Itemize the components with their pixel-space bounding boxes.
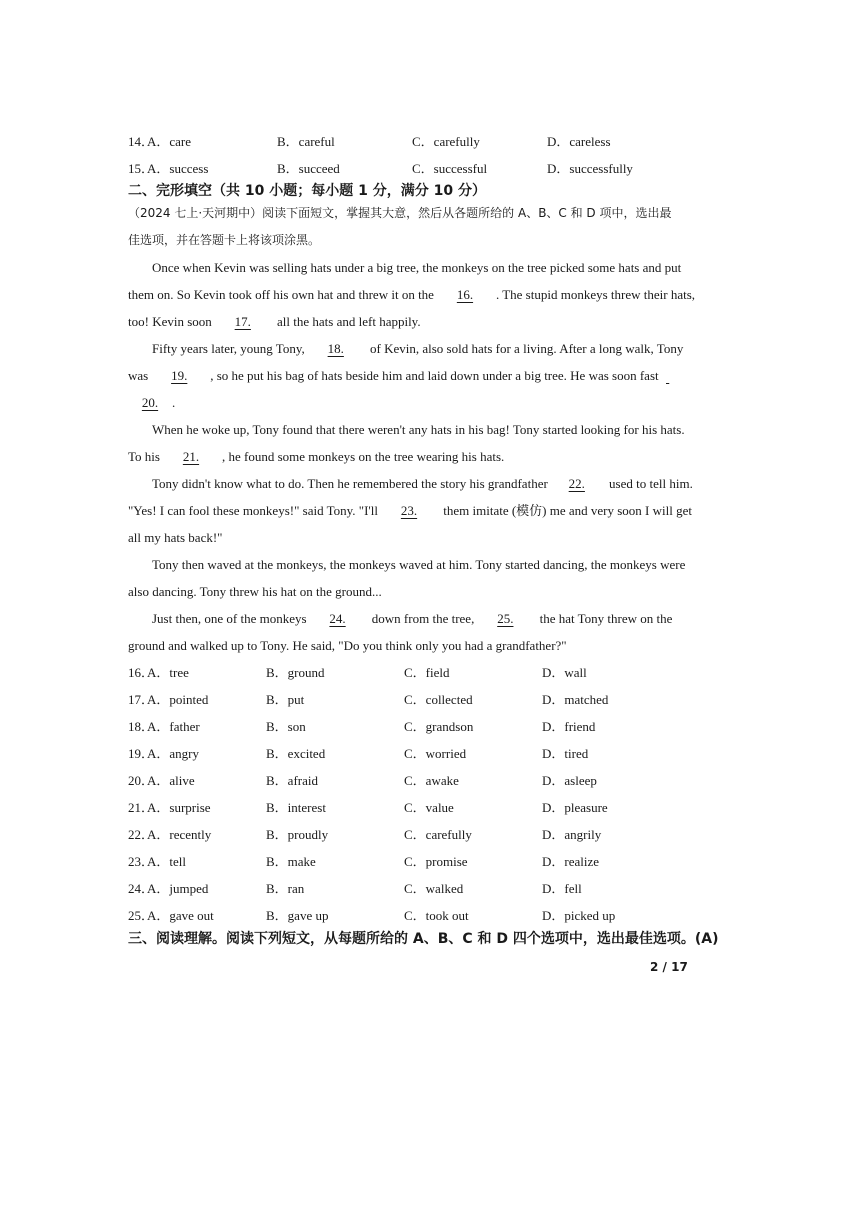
- passage-text: too! Kevin soon: [128, 314, 212, 329]
- blank-23: 23.: [400, 503, 418, 518]
- passage-text: "Yes! I can fool these monkeys!" said Tony. "I'll: [128, 503, 378, 518]
- question-number: 22．: [128, 827, 155, 842]
- passage-text: down from the tree,: [371, 611, 475, 626]
- question-number: 21．: [128, 800, 155, 815]
- option-a: A．recently: [147, 827, 212, 842]
- question-number: 15．: [128, 161, 155, 176]
- question-row: [128, 690, 708, 710]
- section-3-heading: 三、阅读理解。阅读下列短文，从每题所给的 A、B、C 和 D 四个选项中，选出最佳选项。(A): [128, 931, 719, 947]
- passage-line: [128, 474, 712, 494]
- passage-line: [128, 609, 712, 629]
- question-row: [128, 663, 708, 683]
- blank-16: 16.: [456, 287, 474, 302]
- option-b: B．succeed: [277, 161, 340, 176]
- passage-line: [128, 285, 696, 305]
- passage-text: .: [172, 395, 176, 410]
- question-row: [128, 744, 708, 764]
- blank-21: 21.: [182, 449, 200, 464]
- passage-line: ground and walked up to Tony. He said, "Do you think only you had a grandfather?": [128, 638, 567, 653]
- passage-text: all the hats and left happily.: [277, 314, 421, 329]
- option-b: B．ground: [266, 665, 325, 680]
- option-d: D．tired: [542, 746, 589, 761]
- option-c: C．carefully: [404, 827, 472, 842]
- question-row: [128, 717, 708, 737]
- passage-line: [128, 339, 712, 359]
- option-b: B．put: [266, 692, 305, 707]
- blank-19: 19.: [171, 368, 188, 383]
- section-2-heading: 二、完形填空（共 10 小题；每小题 1 分，满分 10 分）: [128, 183, 486, 199]
- passage-text: them on. So Kevin took off his own hat and threw it on the: [128, 287, 434, 302]
- passage-text: of Kevin, also sold hats for a living. After a long walk, Tony: [370, 341, 684, 356]
- blank-25: 25.: [497, 611, 514, 626]
- option-b: B．excited: [266, 746, 326, 761]
- option-b: B．interest: [266, 800, 326, 815]
- option-c: C．field: [404, 665, 450, 680]
- instructions-line-1: （2024 七上·天河期中）阅读下面短文，掌握其大意，然后从各题所给的 A、B、C 和 D 项中，选出最: [128, 206, 672, 220]
- option-b: B．afraid: [266, 773, 318, 788]
- question-number: 14．: [128, 134, 155, 149]
- question-row: [128, 879, 708, 899]
- blank-17: 17.: [234, 314, 251, 329]
- option-d: D．angrily: [542, 827, 602, 842]
- question-number: 19．: [128, 746, 155, 761]
- option-a: A．father: [147, 719, 200, 734]
- option-d: D．asleep: [542, 773, 597, 788]
- option-c: C．promise: [404, 854, 468, 869]
- passage-text: Fifty years later, young Tony,: [152, 341, 305, 356]
- passage-text: Just then, one of the monkeys: [152, 611, 307, 626]
- option-a: A．pointed: [147, 692, 209, 707]
- instructions-line-2: 佳选项，并在答题卡上将该项涂黑。: [128, 233, 321, 247]
- option-b: B．ran: [266, 881, 305, 896]
- option-d: D．friend: [542, 719, 596, 734]
- blank-20-start: [659, 366, 677, 386]
- question-row: [128, 825, 708, 845]
- passage-line: [128, 366, 688, 386]
- passage-text: the hat Tony threw on the: [539, 611, 673, 626]
- question-row-15: [128, 159, 708, 179]
- option-d: D．successfully: [547, 161, 633, 176]
- option-d: D．picked up: [542, 908, 616, 923]
- option-b: B．son: [266, 719, 306, 734]
- passage-text: Tony didn't know what to do. Then he remembered the story his grandfather: [152, 476, 548, 491]
- passage-text: used to tell him.: [609, 476, 693, 491]
- option-c: C．collected: [404, 692, 473, 707]
- question-row: [128, 798, 708, 818]
- passage-text: . The stupid monkeys threw their hats,: [495, 287, 696, 302]
- option-a: A．surprise: [147, 800, 211, 815]
- passage-line: Tony then waved at the monkeys, the monkeys waved at him. Tony started dancing, the monkeys were: [152, 557, 686, 572]
- option-a: A．tree: [147, 665, 189, 680]
- option-c: C．value: [404, 800, 454, 815]
- option-c: C．carefully: [412, 134, 480, 149]
- passage-text: , so he put his bag of hats beside him and laid down under a big tree. He was soon fast: [210, 368, 659, 383]
- page-number: 2 / 17: [650, 960, 688, 974]
- question-number: 16．: [128, 665, 155, 680]
- passage-line: [128, 447, 688, 467]
- option-d: D．fell: [542, 881, 582, 896]
- question-row: [128, 771, 708, 791]
- blank-22: 22.: [568, 476, 585, 491]
- option-c: C．took out: [404, 908, 469, 923]
- blank-18: 18.: [327, 341, 344, 356]
- passage-text: To his: [128, 449, 160, 464]
- question-number: 23．: [128, 854, 155, 869]
- passage-text: them imitate (模仿) me and very soon I will get: [443, 503, 692, 518]
- question-row: [128, 906, 708, 926]
- option-d: D．careless: [547, 134, 611, 149]
- question-number: 25．: [128, 908, 155, 923]
- option-d: D．wall: [542, 665, 587, 680]
- option-b: B．make: [266, 854, 316, 869]
- option-a: A．jumped: [147, 881, 209, 896]
- option-c: C．grandson: [404, 719, 474, 734]
- question-row-14: [128, 132, 708, 152]
- passage-line: When he woke up, Tony found that there weren't any hats in his bag! Tony started looking for his hats.: [152, 422, 685, 437]
- blank-20: 20.: [141, 395, 159, 410]
- question-number: 17．: [128, 692, 155, 707]
- passage-line: all my hats back!": [128, 530, 223, 545]
- option-d: D．realize: [542, 854, 600, 869]
- option-a: A．gave out: [147, 908, 214, 923]
- option-c: C．worried: [404, 746, 467, 761]
- passage-text: , he found some monkeys on the tree wearing his hats.: [221, 449, 505, 464]
- option-c: C．walked: [404, 881, 464, 896]
- option-a: A．angry: [147, 746, 199, 761]
- passage-line: Once when Kevin was selling hats under a big tree, the monkeys on the tree picked some hats and put: [152, 260, 682, 275]
- option-c: C．successful: [412, 161, 488, 176]
- option-b: B．gave up: [266, 908, 329, 923]
- option-d: D．pleasure: [542, 800, 608, 815]
- passage-line: [128, 501, 692, 521]
- option-a: A．success: [147, 161, 209, 176]
- question-number: 24．: [128, 881, 155, 896]
- passage-line: [128, 312, 688, 332]
- question-number: 18．: [128, 719, 155, 734]
- question-number: 20．: [128, 773, 155, 788]
- option-b: B．proudly: [266, 827, 329, 842]
- option-c: C．awake: [404, 773, 459, 788]
- passage-line: also dancing. Tony threw his hat on the ground...: [128, 584, 382, 599]
- passage-line: [128, 393, 688, 413]
- question-row: [128, 852, 708, 872]
- option-b: B．careful: [277, 134, 335, 149]
- option-a: A．tell: [147, 854, 186, 869]
- option-a: A．care: [147, 134, 192, 149]
- blank-24: 24.: [329, 611, 346, 626]
- section-2-instructions: [128, 200, 688, 254]
- option-d: D．matched: [542, 692, 609, 707]
- passage-text: was: [128, 368, 149, 383]
- option-a: A．alive: [147, 773, 195, 788]
